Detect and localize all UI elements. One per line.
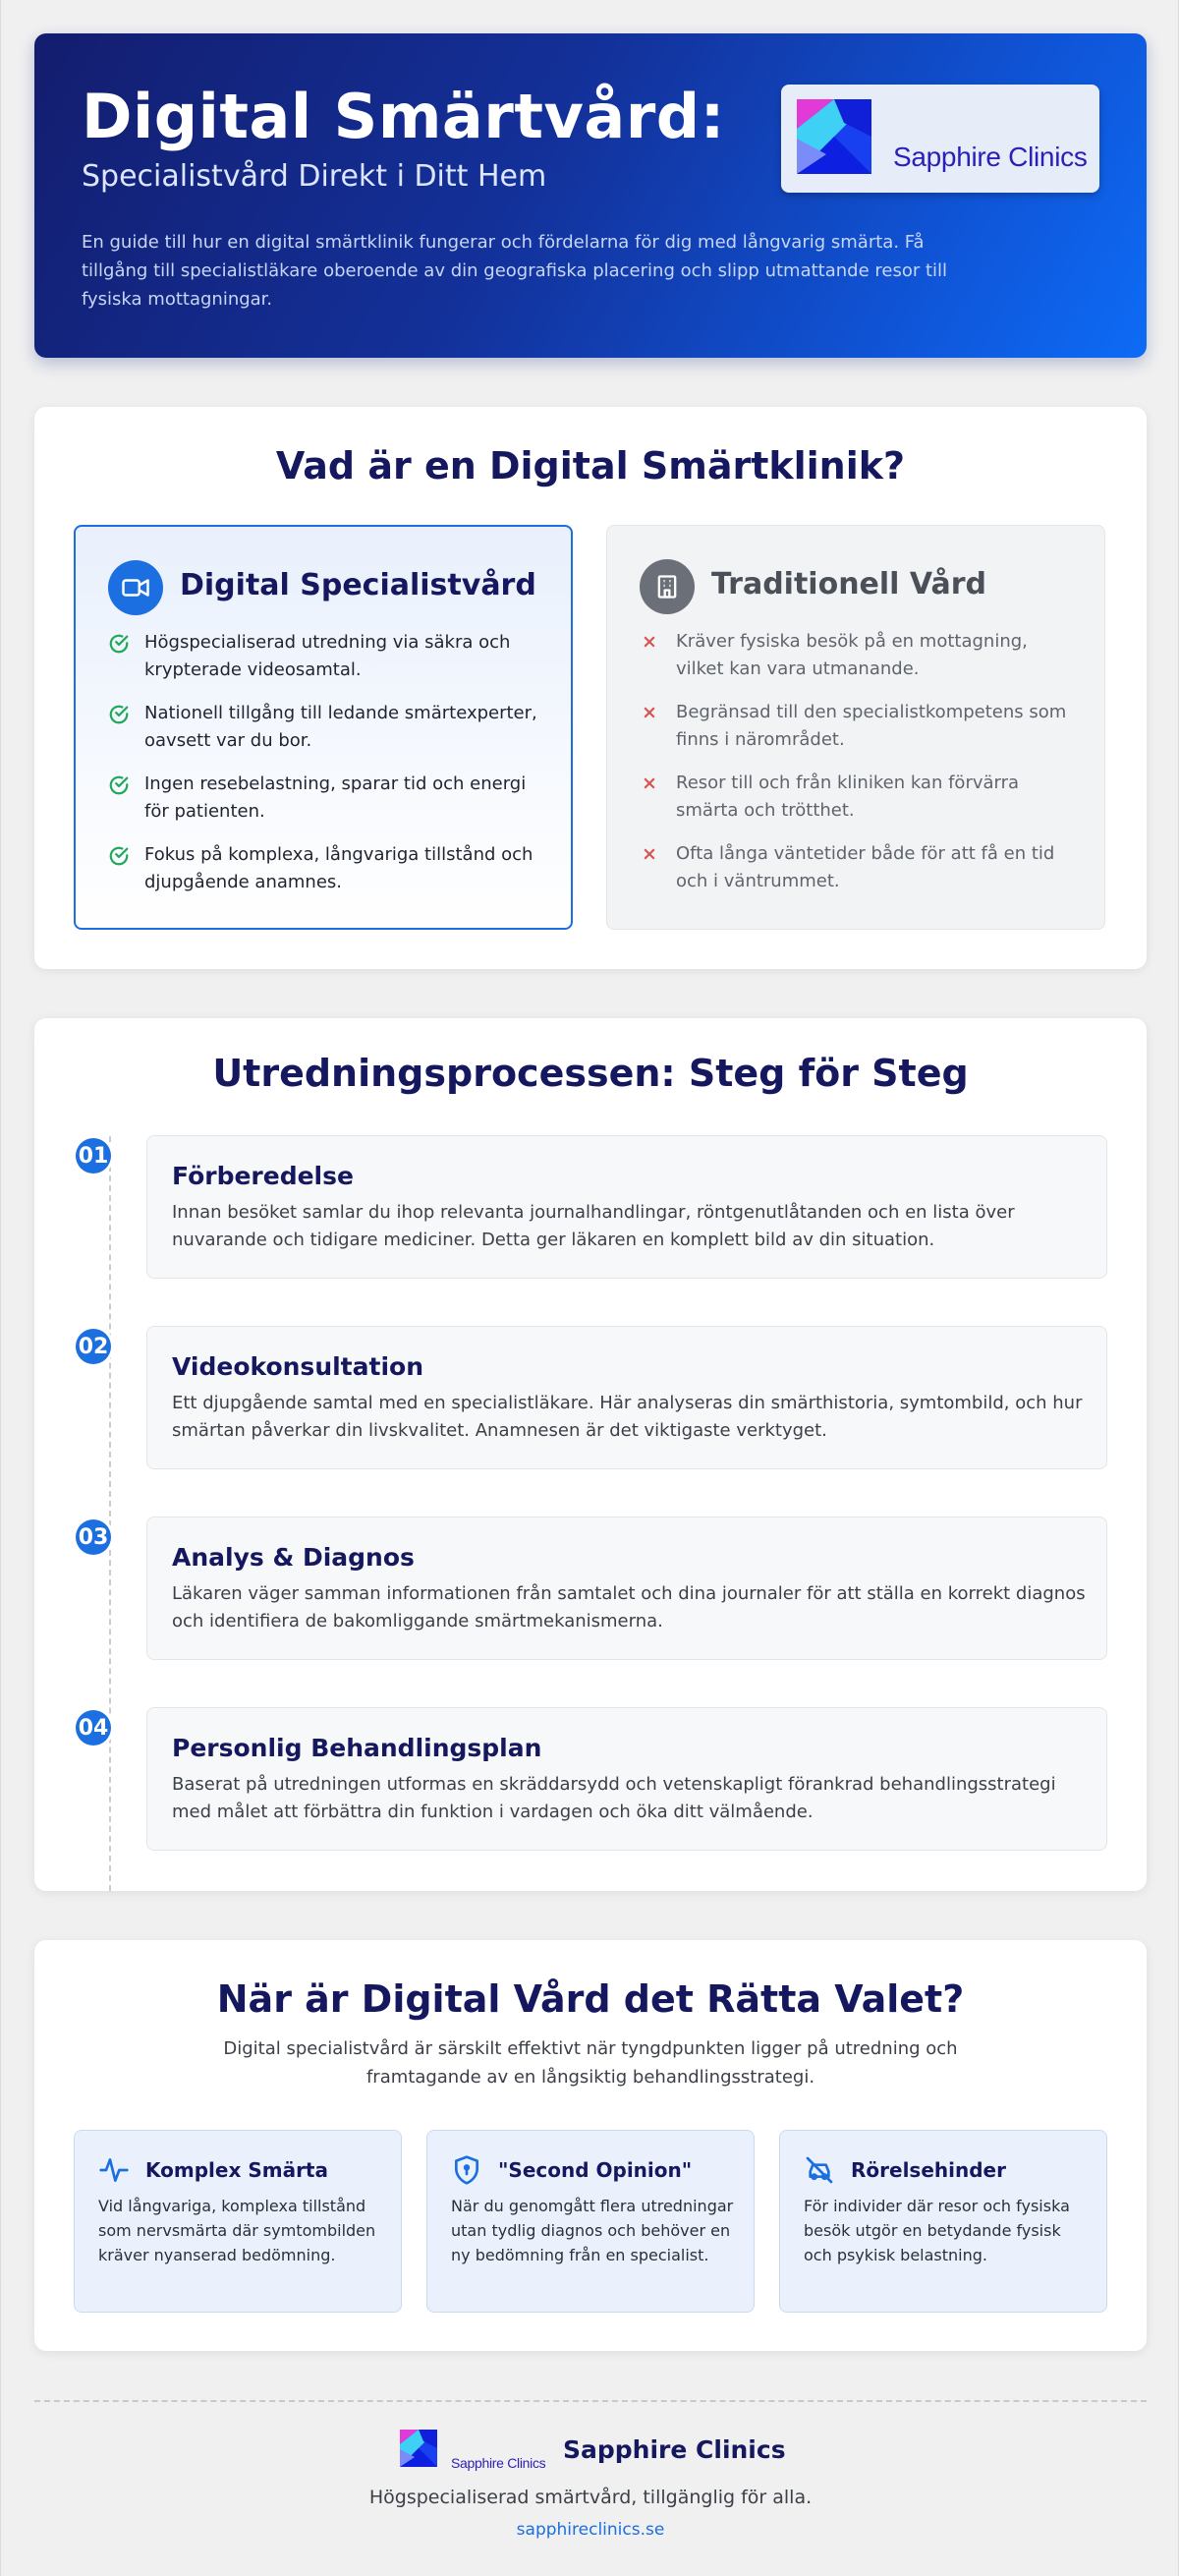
list-item: Kräver fysiska besök på en mottagning, vilket kan vara utmanande. bbox=[640, 628, 1072, 683]
building-icon bbox=[640, 559, 695, 614]
shield-icon bbox=[451, 2154, 482, 2186]
check-circle-icon bbox=[108, 704, 130, 725]
when-intro: Digital specialistvård är särskilt effektivt när tyngdpunkten ligger på utredning och framtagande av en långsiktig behandlingsstrategi. bbox=[223, 2038, 958, 2088]
no-car-icon bbox=[804, 2154, 835, 2186]
process-step-card bbox=[146, 1517, 1107, 1660]
check-circle-icon bbox=[108, 633, 130, 655]
traditional-care-card bbox=[606, 525, 1105, 930]
use-case-title: Komplex Smärta bbox=[145, 2158, 328, 2182]
digital-care-list bbox=[108, 629, 540, 912]
step-text: Innan besöket samlar du ihop relevanta journalhandlingar, röntgenutlåtanden och en lista över nuvarande och tidigare mediciner. Detta ger läkaren en komplett bild av din situation. bbox=[172, 1202, 1015, 1250]
list-item: Begränsad till den specialistkompetens som finns i närområdet. bbox=[640, 699, 1072, 754]
step-title: Videokonsultation bbox=[172, 1352, 423, 1381]
use-case-title: Rörelsehinder bbox=[851, 2158, 1006, 2182]
comparison-title: Vad är en Digital Smärtklinik? bbox=[275, 444, 906, 487]
sapphire-clinics-logo bbox=[781, 85, 1099, 193]
use-case-title: "Second Opinion" bbox=[498, 2158, 693, 2182]
hero-banner bbox=[34, 33, 1147, 358]
footer-divider bbox=[34, 2400, 1147, 2402]
when-title: När är Digital Vård det Rätta Valet? bbox=[216, 1977, 965, 2021]
footer-logo-text: Sapphire Clinics bbox=[451, 2455, 546, 2471]
process-step-card bbox=[146, 1135, 1107, 1279]
step-number-badge: 03 bbox=[76, 1519, 111, 1555]
list-item: Fokus på komplexa, långvariga tillstånd och djupgående anamnes. bbox=[108, 841, 540, 896]
list-item: Högspecialiserad utredning via säkra och krypterade videosamtal. bbox=[108, 629, 540, 684]
step-number-badge: 04 bbox=[76, 1710, 111, 1746]
list-item: Resor till och från kliniken kan förvärra smärta och trötthet. bbox=[640, 770, 1072, 825]
traditional-care-list bbox=[640, 628, 1072, 911]
process-step-card bbox=[146, 1326, 1107, 1469]
process-step-card bbox=[146, 1707, 1107, 1851]
step-title: Analys & Diagnos bbox=[172, 1543, 415, 1572]
list-item: Ofta långa väntetider både för att få en tid och i väntrummet. bbox=[640, 840, 1072, 895]
footer-brand: Sapphire Clinics bbox=[563, 2435, 786, 2464]
cross-icon bbox=[640, 703, 659, 722]
hero-title: Digital Smärtvård: bbox=[82, 81, 725, 152]
traditional-care-heading: Traditionell Vård bbox=[711, 567, 987, 601]
footer-logo bbox=[400, 2430, 549, 2477]
check-circle-icon bbox=[108, 774, 130, 796]
cross-icon bbox=[640, 632, 659, 652]
use-case-text: Vid långvariga, komplexa tillstånd som nervsmärta där symtombilden kräver nyanserad bedömning. bbox=[98, 2197, 376, 2264]
step-text: Baserat på utredningen utformas en skräddarsydd och vetenskapligt förankrad behandlingsstrategi med målet att förbättra din funktion i vardagen och öka ditt välmående. bbox=[172, 1774, 1056, 1822]
process-section bbox=[34, 1018, 1147, 1891]
step-title: Personlig Behandlingsplan bbox=[172, 1734, 542, 1762]
use-case-card bbox=[74, 2130, 402, 2313]
logo-text: Sapphire Clinics bbox=[893, 142, 1088, 172]
step-text: Ett djupgående samtal med en specialistläkare. Här analyseras din smärthistoria, symtombild, och hur smärtan påverkar din livskvalitet. Anamnesen är det viktigaste verktyget. bbox=[172, 1393, 1083, 1441]
when-section bbox=[34, 1940, 1147, 2351]
process-title: Utredningsprocessen: Steg för Steg bbox=[212, 1052, 969, 1095]
use-case-card bbox=[779, 2130, 1107, 2313]
list-item: Nationell tillgång till ledande smärtexperter, oavsett var du bor. bbox=[108, 700, 540, 755]
video-camera-icon bbox=[108, 560, 163, 615]
hero-subtitle: Specialistvård Direkt i Ditt Hem bbox=[82, 159, 547, 194]
step-title: Förberedelse bbox=[172, 1162, 354, 1190]
footer-website-link[interactable]: sapphireclinics.se bbox=[516, 2520, 665, 2540]
digital-care-card bbox=[74, 525, 573, 930]
step-text: Läkaren väger samman informationen från samtalet och dina journaler för att ställa en korrekt diagnos och identifiera de bakomliggande smärtmekanismerna. bbox=[172, 1583, 1086, 1631]
check-circle-icon bbox=[108, 845, 130, 867]
sapphire-logo-mark-icon bbox=[400, 2430, 437, 2467]
comparison-section bbox=[34, 407, 1147, 969]
timeline-line bbox=[109, 1136, 111, 1891]
cross-icon bbox=[640, 844, 659, 864]
footer-tagline: Högspecialiserad smärtvård, tillgänglig för alla. bbox=[368, 2487, 813, 2508]
use-case-card bbox=[426, 2130, 755, 2313]
hero-description: En guide till hur en digital smärtklinik fungerar och fördelarna för dig med långvarig smärta. Få tillgång till specialistläkare oberoende av din geografiska placering och slipp utmattande resor till fysiska mottagningar. bbox=[82, 232, 948, 310]
use-case-text: När du genomgått flera utredningar utan tydlig diagnos och behöver en ny bedömning från en specialist. bbox=[451, 2197, 734, 2264]
list-item: Ingen resebelastning, sparar tid och energi för patienten. bbox=[108, 771, 540, 826]
sapphire-logo-mark-icon bbox=[797, 99, 871, 174]
step-number-badge: 02 bbox=[76, 1329, 111, 1364]
pulse-icon bbox=[98, 2154, 130, 2186]
use-case-text: För individer där resor och fysiska besök utgör en betydande fysisk och psykisk belastning. bbox=[804, 2197, 1070, 2264]
cross-icon bbox=[640, 773, 659, 793]
digital-care-heading: Digital Specialistvård bbox=[180, 568, 536, 602]
step-number-badge: 01 bbox=[76, 1138, 111, 1174]
